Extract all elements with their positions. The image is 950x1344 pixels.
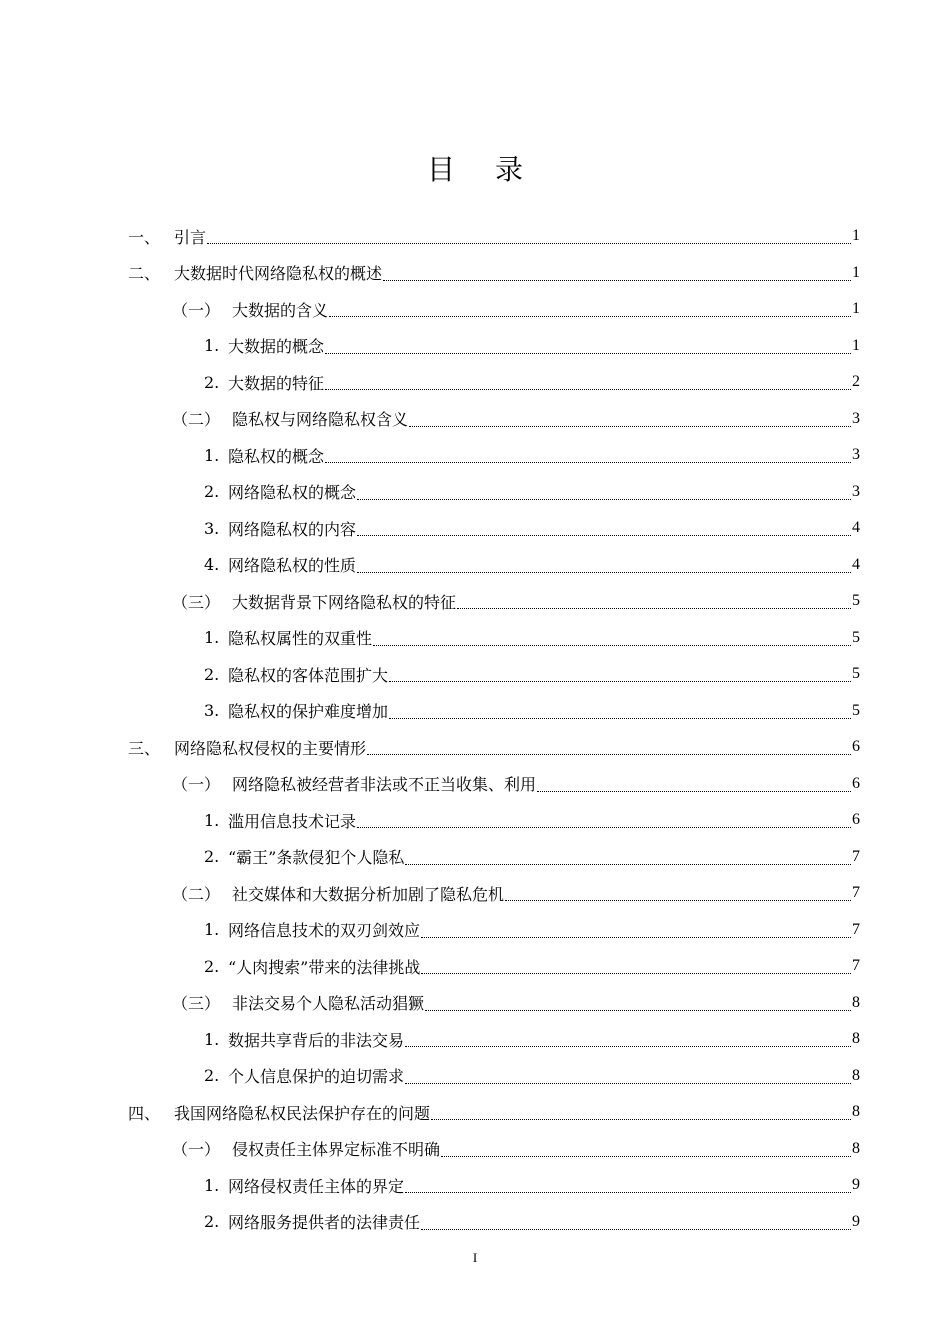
toc-dot-leader — [405, 1083, 851, 1084]
toc-entry-page: 3 — [852, 409, 860, 427]
toc-entry[interactable] — [172, 1131, 860, 1167]
toc-entry[interactable] — [204, 437, 860, 473]
toc-entry-number: （一） — [172, 775, 221, 794]
toc-dot-leader — [405, 1046, 851, 1047]
toc-dot-leader — [383, 280, 851, 281]
toc-entry-title: 网络隐私权侵权的主要情形 — [174, 738, 367, 758]
toc-entry-page: 1 — [852, 336, 860, 354]
toc-entry-page: 1 — [852, 263, 860, 281]
toc-entry-number: （一） — [172, 300, 221, 320]
toc-entry[interactable] — [204, 912, 860, 948]
toc-entry[interactable] — [128, 1094, 860, 1130]
toc-entry-title: 隐私权的保护难度增加 — [228, 702, 389, 721]
toc-entry[interactable] — [204, 839, 860, 875]
toc-entry-number: 1. — [204, 810, 220, 830]
toc-entry-page: 7 — [852, 884, 860, 901]
toc-entry-title: 网络隐私权的性质 — [228, 556, 357, 575]
toc-entry-page: 8 — [852, 993, 860, 1011]
toc-entry-number: 2. — [204, 372, 220, 392]
toc-entry-number: 2. — [204, 956, 220, 976]
toc-entry-title: 大数据的特征 — [228, 373, 325, 393]
toc-entry-number: 2. — [204, 482, 220, 501]
toc-entry-title: 网络侵权责任主体的界定 — [228, 1176, 405, 1196]
toc-entry-title: 个人信息保护的迫切需求 — [228, 1067, 405, 1086]
toc-dot-leader — [421, 937, 851, 938]
toc-entry-number: （三） — [172, 592, 221, 612]
toc-entry-title: 大数据背景下网络隐私权的特征 — [232, 592, 457, 612]
toc-entry-title: 引言 — [174, 227, 207, 247]
toc-entry-page: 5 — [852, 665, 860, 682]
toc-entry-number: 1. — [204, 445, 220, 465]
toc-entry[interactable] — [204, 547, 860, 583]
toc-dot-leader — [421, 1229, 851, 1230]
toc-entry[interactable] — [172, 985, 860, 1021]
toc-entry-title: 网络信息技术的双刃剑效应 — [228, 921, 421, 940]
toc-entry[interactable] — [172, 875, 860, 911]
toc-dot-leader — [441, 1156, 851, 1157]
toc-entry-number: 2. — [204, 1212, 220, 1231]
toc-entry-number: 2. — [204, 1066, 220, 1085]
toc-entry-title: “霸王”条款侵犯个人隐私 — [228, 848, 405, 867]
toc-entry-title: 隐私权的概念 — [228, 446, 325, 466]
toc-entry-title: 网络隐私权的内容 — [228, 519, 357, 539]
toc-entry[interactable] — [204, 1021, 860, 1057]
toc-entry-number: （二） — [172, 410, 221, 429]
toc-entry-page: 8 — [852, 1066, 860, 1084]
toc-entry-number: 一、 — [128, 227, 161, 247]
toc-entry[interactable] — [172, 291, 860, 327]
toc-entry[interactable] — [204, 1204, 860, 1240]
toc-entry-page: 4 — [852, 519, 860, 536]
toc-dot-leader — [389, 681, 851, 682]
toc-dot-leader — [425, 1010, 851, 1011]
toc-dot-leader — [357, 827, 851, 828]
toc-entry-page: 8 — [852, 1103, 860, 1120]
toc-entry-number: 三、 — [128, 738, 161, 758]
toc-entry-title: 非法交易个人隐私活动猖獗 — [232, 994, 425, 1013]
toc-entry-number: 1. — [204, 1175, 220, 1195]
toc-entry[interactable] — [204, 948, 860, 984]
toc-entry-page: 5 — [852, 592, 860, 609]
toc-entry-number: 4. — [204, 555, 220, 574]
toc-entry-page: 9 — [852, 1212, 860, 1230]
toc-entry-title: 滥用信息技术记录 — [228, 811, 357, 831]
toc-entry-page: 8 — [852, 1139, 860, 1157]
toc-entry[interactable] — [204, 802, 860, 838]
toc-entry-title: 网络服务提供者的法律责任 — [228, 1213, 421, 1232]
toc-title-part2: 录 — [495, 153, 524, 186]
toc-entry[interactable] — [172, 583, 860, 619]
toc-entry-page: 7 — [852, 920, 860, 938]
toc-entry-title: 我国网络隐私权民法保护存在的问题 — [174, 1103, 431, 1123]
toc-entry-title: 大数据时代网络隐私权的概述 — [174, 264, 383, 283]
toc-entry-number: 2. — [204, 664, 220, 684]
toc-entry-page: 1 — [852, 300, 860, 317]
toc-entry-title: 网络隐私被经营者非法或不正当收集、利用 — [232, 775, 537, 794]
toc-entry-title: “人肉搜索”带来的法律挑战 — [228, 957, 421, 977]
toc-entry[interactable] — [204, 656, 860, 692]
toc-dot-leader — [367, 754, 851, 755]
toc-entry-title: 数据共享背后的非法交易 — [228, 1030, 405, 1050]
toc-dot-leader — [357, 572, 851, 573]
toc-entry-number: 1. — [204, 920, 220, 939]
toc-entry[interactable] — [204, 1167, 860, 1203]
toc-dot-leader — [389, 718, 851, 719]
toc-dot-leader — [431, 1119, 851, 1120]
toc-entry-number: 2. — [204, 847, 220, 866]
toc-entry-title: 隐私权的客体范围扩大 — [228, 665, 389, 685]
toc-dot-leader — [207, 243, 851, 244]
toc-entry-page: 5 — [852, 628, 860, 646]
toc-entry-number: 1. — [204, 1029, 220, 1049]
toc-entry[interactable] — [204, 364, 860, 400]
toc-entry-page: 3 — [852, 482, 860, 500]
toc-entry-page: 2 — [852, 373, 860, 390]
toc-entry[interactable] — [128, 218, 860, 254]
toc-entry-title: 网络隐私权的概念 — [228, 483, 357, 502]
toc-dot-leader — [421, 973, 851, 974]
toc-entry-number: 四、 — [128, 1103, 161, 1123]
toc-entry-title: 隐私权属性的双重性 — [228, 629, 373, 648]
toc-entry-page: 3 — [852, 446, 860, 463]
toc-entry-number: 3. — [204, 701, 220, 720]
toc-entry[interactable] — [128, 729, 860, 765]
toc-entry[interactable] — [172, 766, 860, 802]
toc-entry-page: 4 — [852, 555, 860, 573]
toc-entry[interactable] — [204, 474, 860, 510]
toc-title — [0, 150, 950, 190]
toc-entry-page: 6 — [852, 774, 860, 792]
toc-dot-leader — [325, 353, 851, 354]
toc-entry-page: 9 — [852, 1176, 860, 1193]
toc-dot-leader — [405, 864, 851, 865]
toc-dot-leader — [325, 462, 851, 463]
toc-entry[interactable] — [204, 1058, 860, 1094]
toc-entry-number: （二） — [172, 884, 221, 904]
toc-dot-leader — [405, 1192, 851, 1193]
toc-dot-leader — [357, 535, 851, 536]
page-number-footer: I — [472, 1250, 478, 1265]
toc-entry[interactable] — [204, 328, 860, 364]
toc-entry-page: 5 — [852, 701, 860, 719]
toc-entry-page: 6 — [852, 811, 860, 828]
toc-entry[interactable] — [204, 510, 860, 546]
toc-entry-page: 1 — [852, 227, 860, 244]
toc-entry[interactable] — [128, 255, 860, 291]
toc-dot-leader — [325, 389, 851, 390]
toc-entry[interactable] — [204, 693, 860, 729]
toc-dot-leader — [329, 316, 851, 317]
toc-entry-title: 隐私权与网络隐私权含义 — [232, 410, 409, 429]
toc-dot-leader — [457, 608, 851, 609]
toc-entry-number: 3. — [204, 518, 220, 538]
toc-entry-page: 8 — [852, 1030, 860, 1047]
toc-entry-number: （三） — [172, 994, 221, 1013]
toc-dot-leader — [409, 426, 851, 427]
toc-title-part1: 目 — [426, 153, 455, 186]
toc-dot-leader — [505, 900, 851, 901]
toc-entry-title: 大数据的含义 — [232, 300, 329, 320]
toc-entry-page: 7 — [852, 847, 860, 865]
toc-entry-number: 二、 — [128, 264, 161, 283]
toc-entry-title: 大数据的概念 — [228, 337, 325, 356]
toc-entry-title: 侵权责任主体界定标准不明确 — [232, 1140, 441, 1159]
toc-entry-number: 1. — [204, 336, 220, 355]
toc-dot-leader — [373, 645, 851, 646]
toc-entry-page: 7 — [852, 957, 860, 974]
toc-dot-leader — [357, 499, 851, 500]
toc-entry[interactable] — [172, 401, 860, 437]
toc-entry-number: （一） — [172, 1140, 221, 1159]
toc-entry-page: 6 — [852, 738, 860, 755]
toc-entry-number: 1. — [204, 628, 220, 647]
toc-entry[interactable] — [204, 620, 860, 656]
toc-dot-leader — [537, 791, 851, 792]
toc-entry-title: 社交媒体和大数据分析加剧了隐私危机 — [232, 884, 505, 904]
